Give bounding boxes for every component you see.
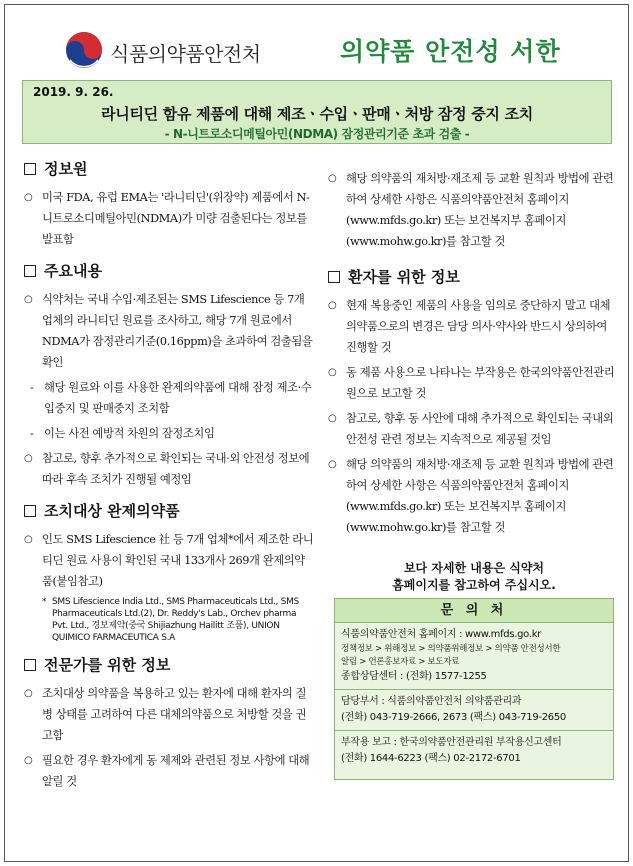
hollow-circle-icon: ○ bbox=[24, 534, 33, 545]
hollow-circle-icon: ○ bbox=[328, 300, 337, 311]
asterisk-marker: * bbox=[42, 597, 47, 607]
list-item bbox=[328, 168, 620, 252]
footnote-text: SMS Lifescience India Ltd., SMS Pharmaceuticals Ltd., SMS Pharmaceuticals Ltd.(2), Dr. Reddy's Lab., Orchev pharma Pvt. Ltd., 경보제약(중국 Shijiazhung Hailitt 조품), UNION QUIMICO FARMACEUTICA S.A bbox=[52, 597, 299, 643]
list-item bbox=[328, 295, 620, 358]
adverse-report: 부작용 보고 : 한국의약품안전관리원 부작용신고센터 bbox=[341, 737, 562, 748]
item-text: 미국 FDA, 유럽 EMA는 '라니티딘'(위장약) 제품에서 N-니트로소디메틸아민(NDMA)가 미량 검출된다는 정보를 발표함 bbox=[42, 191, 310, 246]
agency-name: 식품의약품안전처 bbox=[110, 42, 261, 66]
sub-item bbox=[30, 423, 314, 444]
headline: 라니티딘 함유 제품에 대해 제조ㆍ수입ㆍ판매ㆍ처방 잠정 중지 조치 bbox=[101, 105, 533, 123]
department-phone: (전화) 043-719-2666, 2673 (팩스) 043-719-2650 bbox=[341, 712, 566, 723]
hollow-circle-icon: ○ bbox=[24, 294, 33, 305]
hollow-circle-icon: ○ bbox=[328, 459, 337, 470]
section-heading-target bbox=[24, 500, 314, 521]
sub-item bbox=[30, 377, 314, 419]
menu-path: 알림 > 언론홍보자료 > 보도자료 bbox=[341, 657, 460, 667]
subheadline: - N-니트로소디메틸아민(NDMA) 잠정관리기준 초과 검출 - bbox=[164, 127, 470, 141]
checkbox-square-icon bbox=[24, 505, 36, 517]
more-info-notice bbox=[334, 560, 614, 594]
item-text: 해당 의약품의 재처방·재조제 등 교환 원칙과 방법에 관련하여 상세한 사항은 식품의약품안전처 홈페이지(www.mfds.go.kr) 또는 보건복지부 홈페이지(www.mohw.go.kr)를 참고할 것 bbox=[346, 172, 614, 248]
footnote bbox=[42, 596, 314, 644]
section-title: 정보원 bbox=[44, 160, 88, 178]
more-info-line: 홈페이지를 참고하여 주십시오. bbox=[392, 578, 556, 592]
menu-path: 정책정보 > 위해정보 > 의약품위해정보 > 의약품 안전성서한 bbox=[341, 644, 561, 654]
checkbox-square-icon bbox=[328, 271, 340, 283]
contact-dept-block bbox=[335, 690, 613, 731]
list-item bbox=[24, 289, 314, 373]
right-column bbox=[328, 168, 620, 542]
hollow-circle-icon: ○ bbox=[328, 367, 337, 378]
section-title: 환자를 위한 정보 bbox=[348, 268, 460, 286]
report-phone: (전화) 1644-6223 (팩스) 02-2172-6701 bbox=[341, 753, 521, 764]
section-heading-main bbox=[24, 260, 314, 281]
checkbox-square-icon bbox=[24, 163, 36, 175]
section-heading-info bbox=[24, 158, 314, 179]
item-text: 현재 복용중인 제품의 사용을 임의로 중단하지 말고 대체의약품으로의 변경은 담당 의사·약사와 반드시 상의하여 진행할 것 bbox=[346, 299, 611, 354]
item-text: 참고로, 향후 동 사안에 대해 추가적으로 확인되는 국내외 안전성 관련 정보는 지속적으로 제공될 것임 bbox=[346, 412, 614, 446]
left-column bbox=[24, 152, 314, 796]
document-title: 의약품 안전성 서한 bbox=[340, 37, 561, 66]
dash-marker: - bbox=[30, 427, 34, 440]
section-title: 조치대상 완제의약품 bbox=[44, 502, 180, 520]
more-info-line: 보다 자세한 내용은 식약처 bbox=[403, 561, 545, 575]
list-item bbox=[24, 448, 314, 490]
section-heading-expert bbox=[24, 654, 314, 675]
hollow-circle-icon: ○ bbox=[24, 688, 33, 699]
item-text: 참고로, 향후 추가적으로 확인되는 국내·외 안전성 정보에 따라 후속 조치가 진행될 예정임 bbox=[42, 452, 310, 486]
hollow-circle-icon: ○ bbox=[328, 413, 337, 424]
item-text: 인도 SMS Lifescience 社 등 7개 업체*에서 제조한 라니티딘 원료 사용이 확인된 국내 133개사 269개 완제의약품(붙임참고) bbox=[42, 533, 314, 588]
headline-banner bbox=[22, 80, 612, 144]
hollow-circle-icon: ○ bbox=[24, 755, 33, 766]
item-text: 필요한 경우 환자에게 동 제제와 관련된 정보 사항에 대해 알릴 것 bbox=[42, 754, 310, 788]
list-item bbox=[24, 683, 314, 746]
item-text: 해당 의약품의 재처방·재조제 등 교환 원칙과 방법에 관련하여 상세한 사항은 식품의약품안전처 홈페이지(www.mfds.go.kr) 또는 보건복지부 홈페이지(www.mohw.go.kr)를 참고할 것 bbox=[346, 458, 614, 534]
call-center: 종합상담센터 : (전화) 1577-1255 bbox=[341, 671, 487, 682]
checkbox-square-icon bbox=[24, 265, 36, 277]
checkbox-square-icon bbox=[24, 659, 36, 671]
contact-title: 문 의 처 bbox=[335, 599, 613, 623]
hollow-circle-icon: ○ bbox=[328, 173, 337, 184]
list-item bbox=[24, 187, 314, 250]
issue-date: 2019. 9. 26. bbox=[33, 85, 114, 99]
list-item bbox=[328, 408, 620, 450]
sub-item-text: 이는 사전 예방적 차원의 잠정조치임 bbox=[44, 427, 215, 440]
hollow-circle-icon: ○ bbox=[24, 192, 33, 203]
department: 담당부서 : 식품의약품안전처 의약품관리과 bbox=[341, 696, 522, 707]
section-heading-patient bbox=[328, 266, 620, 287]
section-title: 전문가를 위한 정보 bbox=[44, 656, 171, 674]
taegeuk-logo-icon bbox=[64, 30, 104, 70]
contact-homepage-block bbox=[335, 623, 613, 690]
dash-marker: - bbox=[30, 381, 34, 394]
section-title: 주요내용 bbox=[44, 262, 102, 280]
hollow-circle-icon: ○ bbox=[24, 453, 33, 464]
list-item bbox=[328, 454, 620, 538]
list-item bbox=[24, 529, 314, 592]
sub-item-text: 해당 원료와 이를 사용한 완제의약품에 대해 잠정 제조·수입중지 및 판매중지 조치함 bbox=[44, 381, 312, 415]
contact-report-block bbox=[335, 731, 613, 771]
homepage-link[interactable]: 식품의약품안전처 홈페이지 : www.mfds.go.kr bbox=[341, 629, 541, 640]
item-text: 식약처는 국내 수입·제조된는 SMS Lifescience 등 7개 업체의 라니티딘 원료를 조사하고, 해당 7개 원료에서 NDMA가 잠정관리기준(0.16ppm)을 초과하여 검출됨을 확인 bbox=[42, 293, 313, 369]
item-text: 조치대상 의약품을 복용하고 있는 환자에 대해 환자의 질병 상태를 고려하여 다른 대체의약품으로 처방할 것을 권고함 bbox=[42, 687, 307, 742]
list-item bbox=[328, 362, 620, 404]
item-text: 동 제품 사용으로 나타나는 부작용은 한국의약품안전관리원으로 보고할 것 bbox=[346, 366, 615, 400]
contact-box bbox=[334, 598, 614, 780]
list-item bbox=[24, 750, 314, 792]
